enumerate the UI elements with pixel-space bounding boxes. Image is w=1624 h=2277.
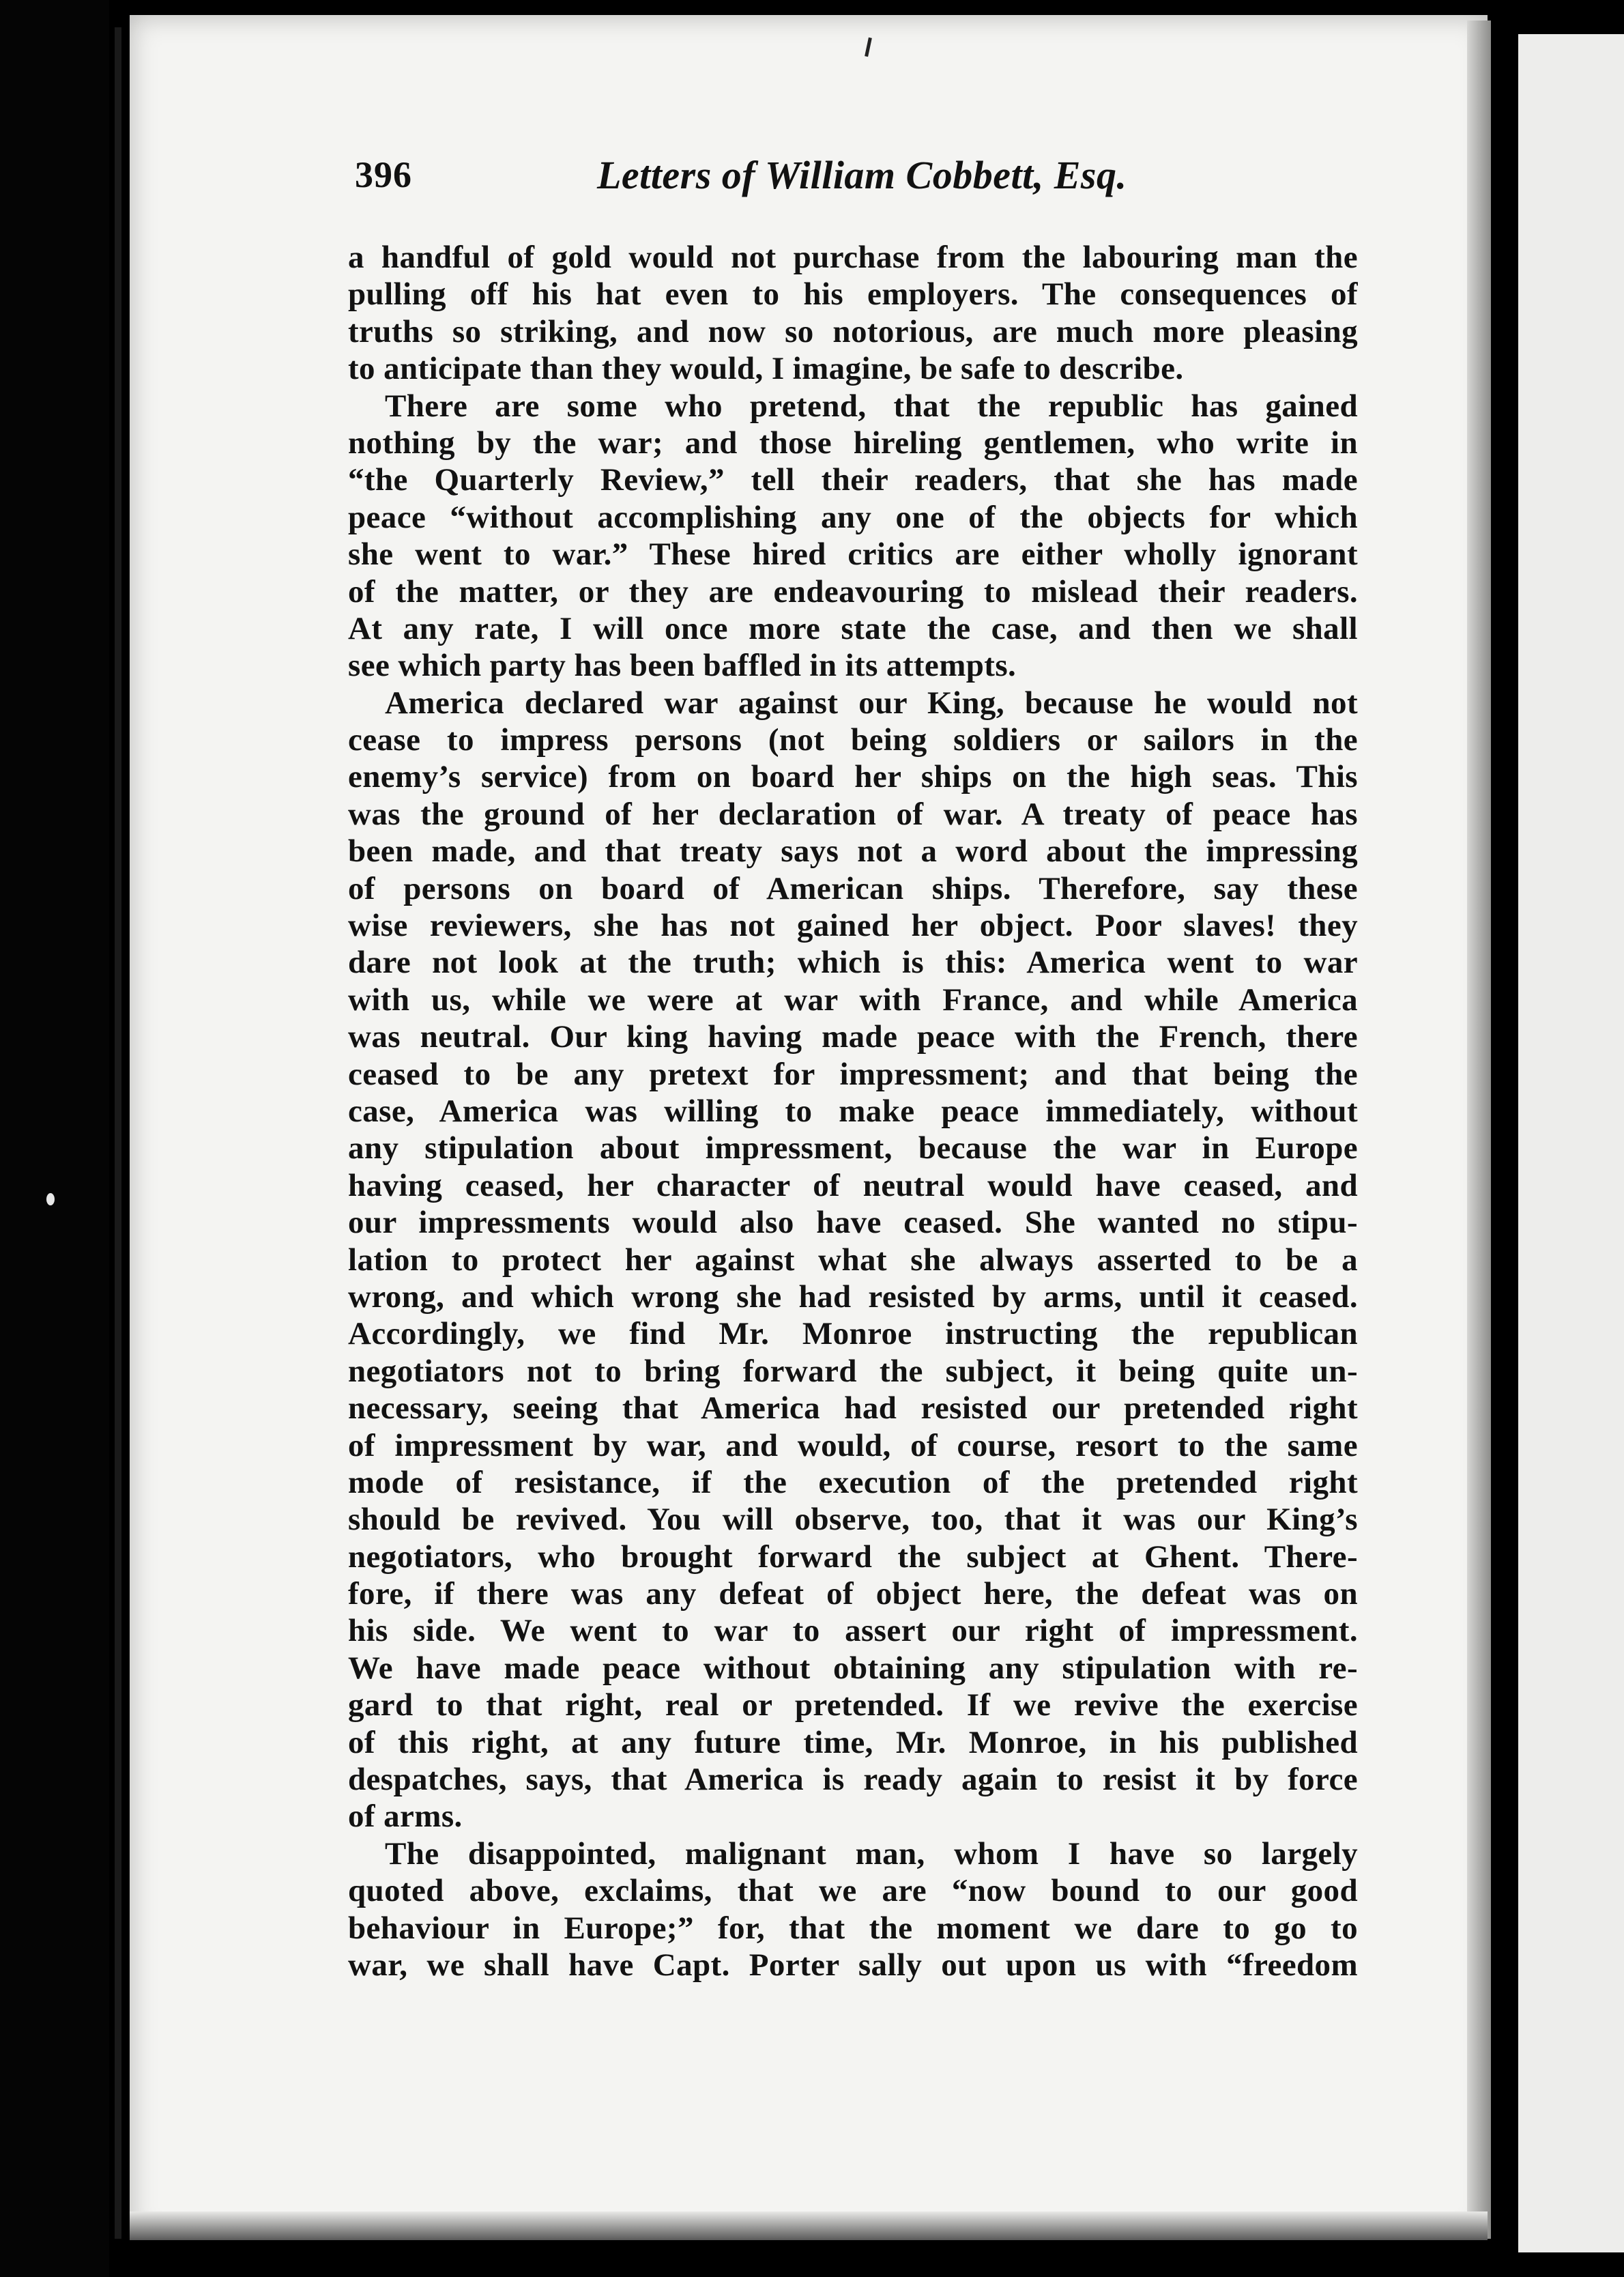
text-line: was the ground of her declaration of war. A treaty of peace has xyxy=(348,796,1358,832)
text-line: of this right, at any future time, Mr. Monroe, in his published xyxy=(348,1724,1358,1760)
text-line: peace “without accomplishing any one of the objects for which xyxy=(348,499,1358,535)
text-line: dare not look at the truth; which is this: America went to war xyxy=(348,945,1358,981)
text-line: wise reviewers, she has not gained her object. Poor slaves! they xyxy=(348,908,1358,944)
text-line: mode of resistance, if the execution of the pretended right xyxy=(348,1464,1358,1500)
text-line: truths so striking, and now so notorious, are much more pleasing xyxy=(348,313,1358,349)
scan-speck xyxy=(46,1193,55,1205)
text-line: having ceased, her character of neutral would have ceased, and xyxy=(348,1167,1358,1203)
text-line: lation to protect her against what she always asserted to be a xyxy=(348,1242,1358,1278)
text-line: negotiators, who brought forward the subject at Ghent. There- xyxy=(348,1538,1358,1575)
text-line: There are some who pretend, that the republic has gained xyxy=(385,388,1358,424)
text-line: gard to that right, real or pretended. If we revive the exercise xyxy=(348,1687,1358,1723)
text-line: war, we shall have Capt. Porter sally out upon us with “freedom xyxy=(348,1947,1358,1983)
text-line: despatches, says, that America is ready again to resist it by force xyxy=(348,1762,1358,1798)
page-shadow xyxy=(1467,20,1491,2239)
text-line: our impressments would also have ceased. She wanted no stipu- xyxy=(348,1205,1358,1241)
text-line: of the matter, or they are endeavouring to mislead their readers. xyxy=(348,573,1358,610)
text-line: Accordingly, we find Mr. Monroe instructing the republican xyxy=(348,1316,1358,1352)
text-line: quoted above, exclaims, that we are “now bound to our good xyxy=(348,1873,1358,1909)
text-line: We have made peace without obtaining any stipulation with re- xyxy=(348,1650,1358,1686)
book-gutter xyxy=(1491,0,1518,2277)
text-line: with us, while we were at war with France, and while America xyxy=(348,982,1358,1018)
text-line: of persons on board of American ships. Therefore, say these xyxy=(348,870,1358,906)
facing-page xyxy=(1518,34,1624,2252)
text-line: negotiators not to bring forward the subject, it being quite un- xyxy=(348,1353,1358,1389)
text-line: been made, and that treaty says not a word about the impressing xyxy=(348,833,1358,870)
text-line: cease to impress persons (not being soldiers or sailors in the xyxy=(348,722,1358,758)
text-line: pulling off his hat even to his employers. The consequences of xyxy=(348,276,1358,313)
text-line: fore, if there was any defeat of object here, the defeat was on xyxy=(348,1576,1358,1612)
text-line: The disappointed, malignant man, whom I have so largely xyxy=(385,1835,1358,1872)
text-line: enemy’s service) from on board her ships on the high seas. This xyxy=(348,759,1358,795)
text-line: necessary, seeing that America had resisted our pretended right xyxy=(348,1390,1358,1427)
text-line: his side. We went to war to assert our right of impressment. xyxy=(348,1613,1358,1649)
text-line: to anticipate than they would, I imagine, be safe to describe. xyxy=(348,351,1184,387)
text-line: was neutral. Our king having made peace with the French, there xyxy=(348,1019,1358,1055)
text-line: should be revived. You will observe, too, that it was our King’s xyxy=(348,1502,1358,1538)
text-line: she went to war.” These hired critics are either wholly ignorant xyxy=(348,536,1358,573)
text-line: nothing by the war; and those hireling gentlemen, who write in xyxy=(348,425,1358,461)
text-line: “the Quarterly Review,” tell their readers, that she has made xyxy=(348,462,1358,498)
page-bottom-edge xyxy=(130,2211,1488,2240)
text-line: case, America was willing to make peace immediately, without xyxy=(348,1093,1358,1129)
page-number: 396 xyxy=(355,154,412,195)
text-line: behaviour in Europe;” for, that the moment we dare to go to xyxy=(348,1910,1358,1946)
text-line: any stipulation about impressment, because the war in Europe xyxy=(348,1130,1358,1166)
text-line: see which party has been baffled in its attempts. xyxy=(348,648,1017,684)
running-title: Letters of William Cobbett, Esq. xyxy=(597,153,1127,197)
text-line: of arms. xyxy=(348,1799,463,1835)
text-line: of impressment by war, and would, of course, resort to the same xyxy=(348,1427,1358,1463)
running-head xyxy=(355,147,1358,208)
text-line: America declared war against our King, because he would not xyxy=(385,685,1358,721)
text-line: a handful of gold would not purchase from the labouring man the xyxy=(348,240,1358,275)
text-line: wrong, and which wrong she had resisted by arms, until it ceased. xyxy=(348,1278,1358,1315)
scan-border xyxy=(0,0,109,2277)
page-edge xyxy=(115,27,121,2239)
body-text xyxy=(348,239,1358,1984)
text-line: At any rate, I will once more state the case, and then we shall xyxy=(348,610,1358,646)
text-line: ceased to be any pretext for impressment; and that being the xyxy=(348,1056,1358,1092)
